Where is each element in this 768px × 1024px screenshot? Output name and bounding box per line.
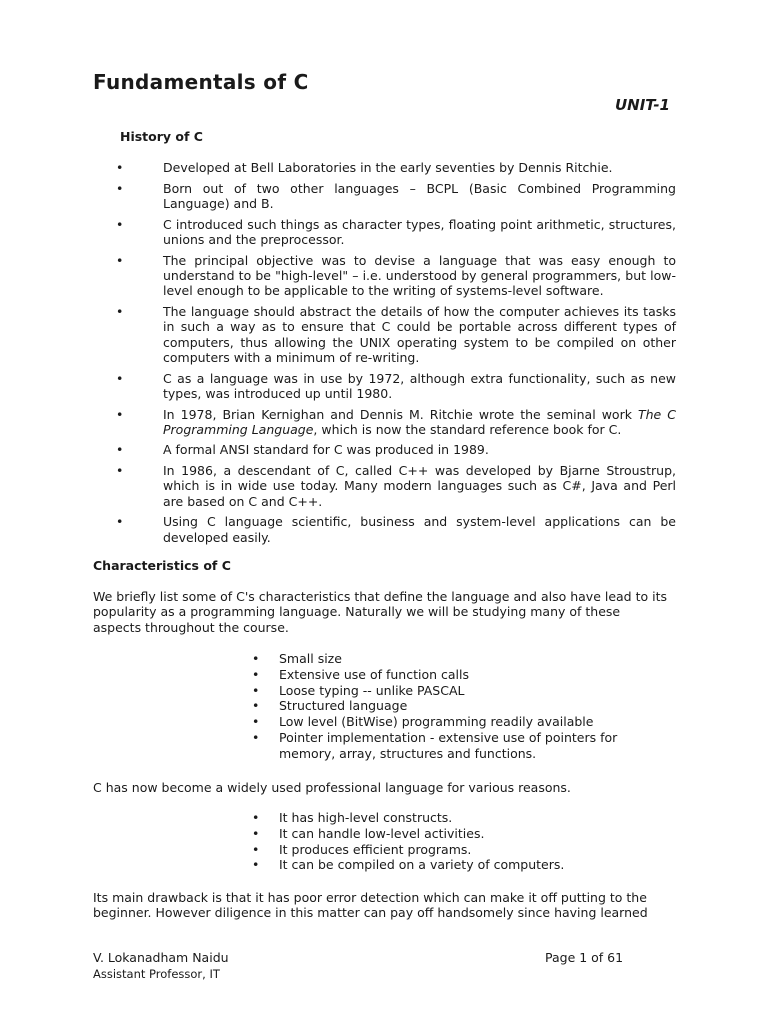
characteristics-heading: Characteristics of C — [93, 558, 231, 573]
list-item: • Using C language scientific, business and system-level applications can be developed easily. — [116, 514, 676, 545]
list-item: • Born out of two other languages – BCPL (Basic Combined Programming Language) and B. — [116, 180, 676, 211]
list-item: • It can be compiled on a variety of computers. — [252, 857, 565, 873]
list-item: • It has high-level constructs. — [252, 810, 453, 825]
list-item: • The language should abstract the details of how the computer achieves its tasks in such a way as to ensure that C could be portable across different types of computers, thus allowing the UNIX operating system to be compiled on other computers with a minimum of re-writing. — [116, 303, 676, 365]
bullet-icon: • — [252, 651, 260, 666]
unit-label: UNIT-1 — [614, 96, 670, 114]
bullet-icon: • — [252, 810, 260, 825]
list-item: • It produces efficient programs. — [252, 841, 472, 857]
footer-page-number: Page 1 of 61 — [545, 950, 624, 965]
list-item: • In 1986, a descendant of C, called C++ was developed by Bjarne Stroustrup, which is in wide use today. Many modern languages such as C#, Java and Perl are based on C and C++. — [116, 463, 676, 509]
reasons-intro: C has now become a widely used professional language for various reasons. — [93, 780, 571, 795]
history-heading: History of C — [120, 129, 203, 144]
bullet-icon: • — [252, 682, 260, 698]
bullet-icon: • — [116, 514, 124, 530]
bullet-icon: • — [116, 463, 124, 479]
list-item: • Loose typing -- unlike PASCAL — [252, 682, 465, 698]
list-item: • C introduced such things as character types, floating point arithmetic, structures, unions and the preprocessor. — [116, 216, 676, 247]
bullet-icon: • — [252, 857, 260, 873]
bullet-icon: • — [252, 841, 260, 857]
list-item: • A formal ANSI standard for C was produced in 1989. — [116, 442, 489, 458]
list-item: • Pointer implementation - extensive use of pointers for memory, array, structures and functions. — [252, 729, 618, 761]
reasons-list — [252, 810, 652, 873]
bullet-icon: • — [252, 698, 260, 714]
bullet-icon: • — [116, 406, 124, 422]
bullet-icon: • — [116, 252, 124, 268]
bullet-icon: • — [252, 825, 260, 841]
list-item: • Structured language — [252, 698, 408, 714]
list-item: • Small size — [252, 651, 342, 666]
list-item: • Developed at Bell Laboratories in the early seventies by Dennis Ritchie. — [116, 160, 613, 175]
bullet-icon: • — [116, 180, 124, 196]
characteristics-intro: We briefly list some of C's characteristics that define the language and also have lead to its popularity as a programming language. Naturally we will be studying many of these aspects throughout the course. — [93, 589, 667, 635]
list-item: • C as a language was in use by 1972, although extra functionality, such as new types, was introduced up until 1980. — [116, 370, 676, 401]
footer-role: Assistant Professor, IT — [93, 967, 220, 981]
bullet-icon: • — [116, 442, 124, 458]
bullet-icon: • — [252, 729, 260, 745]
book-title: The C Programming Language — [163, 406, 676, 437]
history-bullet-list — [116, 160, 676, 550]
list-item: • Low level (BitWise) programming readily available — [252, 714, 594, 730]
list-item: • In 1978, Brian Kernighan and Dennis M. Ritchie wrote the seminal work The C Programming Language, which is now the standard reference book for C. — [116, 406, 676, 437]
list-item: • Extensive use of function calls — [252, 666, 470, 682]
list-item: • The principal objective was to devise a language that was easy enough to understand to be "high-level" – i.e. understood by general programmers, but low-level enough to be applicable to the writing of systems-level software. — [116, 252, 676, 299]
document-title: Fundamentals of C — [93, 70, 309, 94]
bullet-icon: • — [116, 160, 124, 175]
bullet-icon: • — [116, 370, 124, 386]
bullet-icon: • — [116, 216, 124, 232]
bullet-icon: • — [116, 303, 124, 319]
list-item: • It can handle low-level activities. — [252, 825, 485, 841]
bullet-icon: • — [252, 666, 260, 682]
bullet-icon: • — [252, 714, 260, 730]
footer-author: V. Lokanadham Naidu — [93, 950, 229, 965]
characteristics-list — [252, 651, 652, 762]
drawback-paragraph: Its main drawback is that it has poor error detection which can make it off putting to the beginner. However diligence in this matter can pay off handsomely since having learned — [93, 890, 648, 921]
